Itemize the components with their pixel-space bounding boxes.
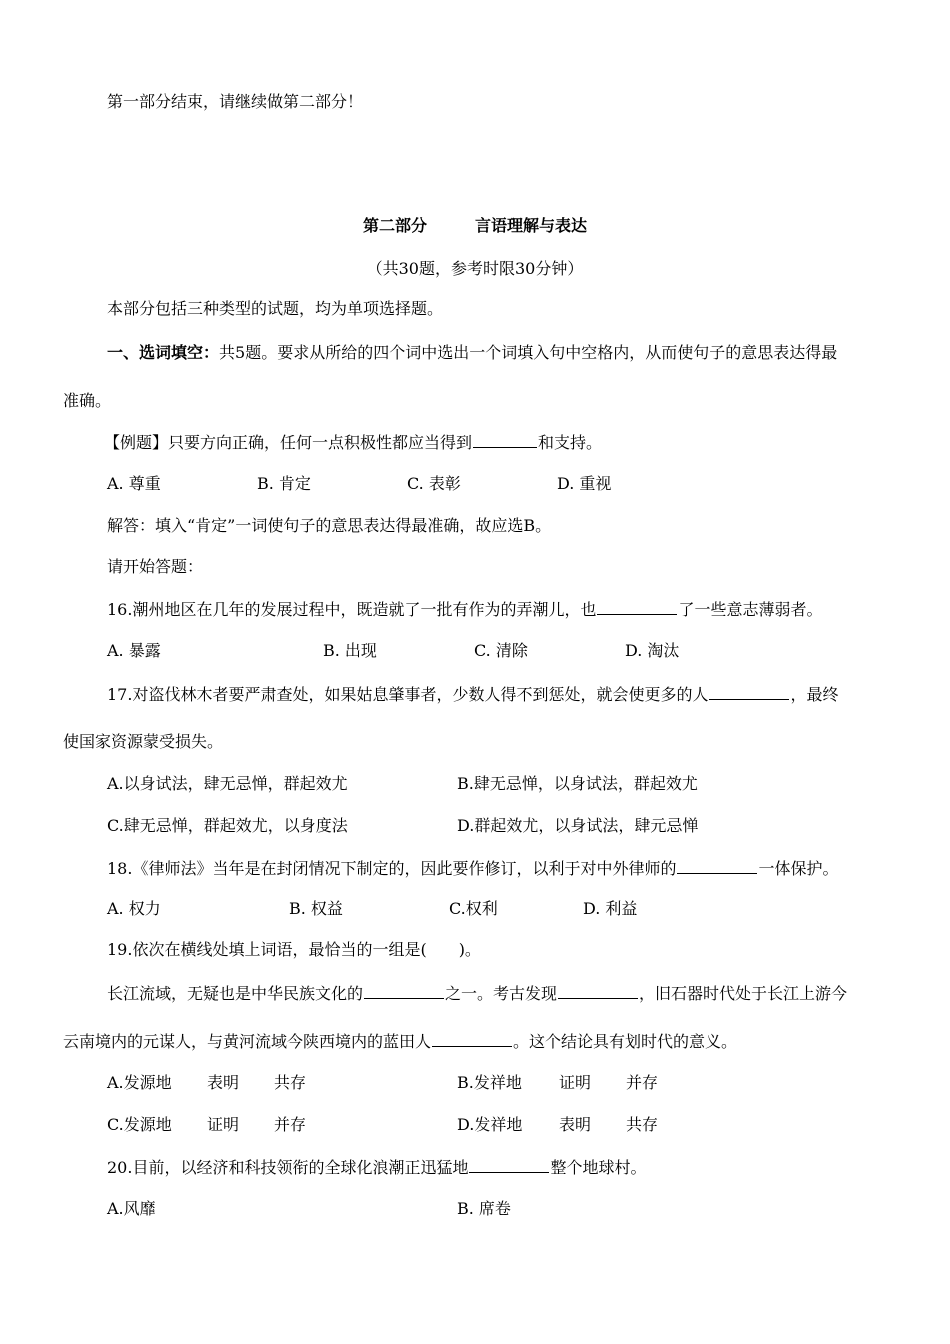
part2-intro: 本部分包括三种类型的试题，均为单项选择题。	[107, 299, 444, 318]
section1-heading	[107, 343, 837, 363]
part2-title-name: 言语理解与表达	[475, 216, 588, 235]
example-question: 【例题】只要方向正确，任何一点积极性都应当得到 和支持。	[104, 433, 603, 452]
q19-option-d: D.发祥地 表明 共存	[457, 1115, 659, 1134]
answer-blank	[469, 1157, 549, 1173]
answer-blank	[432, 1031, 512, 1047]
section1-text: 共5题。要求从所给的四个词中选出一个词填入句中空格内，从而使句子的意思表达得最	[219, 343, 838, 362]
q20-option-b: B. 席卷	[457, 1199, 511, 1218]
q17-option-b: B.肆无忌惮，以身试法，群起效尤	[457, 774, 698, 793]
part2-subtitle: （共30题，参考时限30分钟）	[366, 259, 584, 278]
q19-option-b: B.发祥地 证明 并存	[457, 1073, 659, 1092]
section1-text-cont: 准确。	[63, 391, 112, 410]
section1-label: 一、选词填空：	[107, 343, 220, 362]
question-16: 16.潮州地区在几年的发展过程中，既造就了一批有作为的弄潮儿，也 了一些意志薄弱者。	[107, 600, 823, 619]
answer-blank	[558, 983, 638, 999]
answer-blank	[709, 684, 789, 700]
part2-title	[0, 216, 950, 236]
part2-title-part: 第二部分	[362, 216, 427, 235]
q18-option-c: C.权利	[449, 899, 498, 918]
q18-option-b: B. 权益	[289, 899, 343, 918]
q16-option-b: B. 出现	[323, 641, 377, 660]
q19-option-c: C.发源地 证明 并存	[107, 1115, 307, 1134]
q16-option-c: C. 清除	[474, 641, 528, 660]
q19-option-a: A.发源地 表明 共存	[107, 1073, 307, 1092]
question-19-passage: 长江流域，无疑也是中华民族文化的 之一。考古发现 ，旧石器时代处于长江上游今	[107, 984, 848, 1003]
answer-blank	[364, 983, 444, 999]
question-20: 20.目前，以经济和科技领衔的全球化浪潮正迅猛地 整个地球村。	[107, 1158, 647, 1177]
question-18: 18.《律师法》当年是在封闭情况下制定的，因此要作修订，以利于对中外律师的 一体保护。	[107, 859, 839, 878]
example-option-c: C. 表彰	[407, 474, 461, 493]
example-answer: 解答：填入“肯定”一词使句子的意思表达得最准确，故应选B。	[107, 516, 552, 535]
q17-option-c: C.肆无忌惮，群起效尤，以身度法	[107, 816, 348, 835]
example-option-a: A. 尊重	[107, 474, 161, 493]
q16-option-d: D. 淘汰	[625, 641, 680, 660]
example-label: 【例题】	[104, 433, 169, 452]
start-note: 请开始答题：	[107, 557, 204, 576]
question-19-passage-cont: 云南境内的元谋人，与黄河流域今陕西境内的蓝田人 。这个结论具有划时代的意义。	[63, 1032, 738, 1051]
example-option-d: D. 重视	[557, 474, 612, 493]
question-17-cont: 使国家资源蒙受损失。	[63, 732, 224, 751]
q17-option-d: D.群起效尤，以身试法，肆元忌惮	[457, 816, 699, 835]
question-17: 17.对盗伐林木者要严肃查处，如果姑息肇事者，少数人得不到惩处，就会使更多的人 ，最终	[107, 685, 839, 704]
q16-option-a: A. 暴露	[107, 641, 161, 660]
answer-blank	[597, 599, 677, 615]
part1-end-note: 第一部分结束，请继续做第二部分！	[107, 92, 364, 111]
answer-blank	[473, 432, 537, 448]
answer-blank	[677, 858, 757, 874]
q17-option-a: A.以身试法，肆无忌惮，群起效尤	[107, 774, 348, 793]
question-19: 19.依次在横线处填上词语，最恰当的一组是( )。	[107, 940, 481, 959]
q18-option-d: D. 利益	[583, 899, 638, 918]
q18-option-a: A. 权力	[107, 899, 161, 918]
q20-option-a: A.风靡	[107, 1199, 156, 1218]
example-option-b: B. 肯定	[257, 474, 311, 493]
